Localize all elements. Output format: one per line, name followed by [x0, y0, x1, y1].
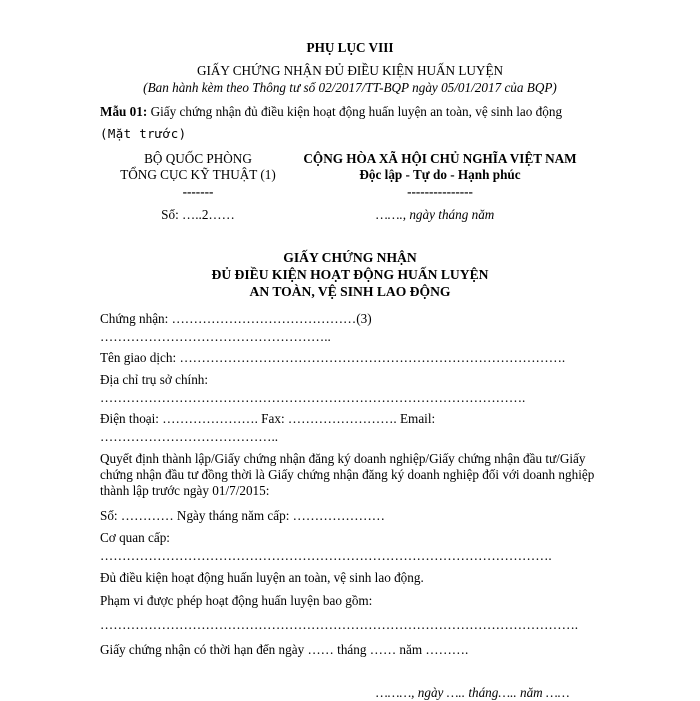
field-qualified: Đủ điều kiện hoạt động huấn luyện an toàn, vệ sinh lao động. [100, 570, 424, 585]
header-left-org1: BỘ QUỐC PHÒNG [144, 151, 252, 166]
document-number: Số: …..2…… [161, 207, 235, 222]
certificate-title-2: ĐỦ ĐIỀU KIỆN HOẠT ĐỘNG HUẤN LUYỆN [211, 267, 489, 282]
field-certify-cont: …………………………………………….. [100, 329, 331, 344]
field-decision-2: chứng nhận đầu tư đồng thời là Giấy chứng nhận đăng ký doanh nghiệp đối với doanh nghiệp [100, 467, 595, 482]
field-scope-label: Phạm vi được phép hoạt động huấn luyện bao gồm: [100, 593, 373, 608]
header-right-nation: CỘNG HÒA XÃ HỘI CHỦ NGHĨA VIỆT NAM [303, 151, 577, 166]
form-side: (Mặt trước) [100, 126, 187, 141]
field-certify: Chứng nhận: ……………………………………(3) [100, 311, 372, 326]
header-left-org2: TỔNG CỤC KỸ THUẬT (1) [120, 167, 276, 182]
appendix-title: GIẤY CHỨNG NHẬN ĐỦ ĐIỀU KIỆN HUẤN LUYỆN [196, 63, 504, 78]
appendix-label: PHỤ LỤC VIII [306, 40, 394, 55]
field-trade-name: Tên giao dịch: ……………………………………………………………………………. [100, 350, 566, 365]
header-right-motto: Độc lập - Tự do - Hạnh phúc [359, 167, 521, 182]
field-scope-dots: ………………………………………………………………………………………………. [100, 617, 579, 632]
header-right-divider: --------------- [407, 184, 473, 199]
form-name: Giấy chứng nhận đủ điều kiện hoạt động huấn luyện an toàn, vệ sinh lao động [147, 104, 563, 119]
field-number-date: Số: ………… Ngày tháng năm cấp: ………………… [100, 508, 385, 523]
appendix-issued-with: (Ban hành kèm theo Thông tư số 02/2017/TT-BQP ngày 05/01/2017 của BQP) [143, 80, 557, 95]
field-address-dots: ……………………………………………………………………………………. [100, 390, 526, 405]
field-decision-1: Quyết định thành lập/Giấy chứng nhận đăng ký doanh nghiệp/Giấy chứng nhận đầu tư/Giấy [100, 451, 586, 466]
header-left-divider: ------- [182, 184, 214, 199]
header-right-date: ……., ngày tháng năm [376, 207, 495, 222]
certificate-title-3: AN TOÀN, VỆ SINH LAO ĐỘNG [249, 284, 451, 299]
field-address-label: Địa chỉ trụ sở chính: [100, 372, 209, 387]
form-heading [100, 104, 562, 120]
certificate-title-1: GIẤY CHỨNG NHẬN [283, 250, 417, 265]
field-phone-fax-email: Điện thoại: …………………. Fax: ……………………. Email: [100, 411, 436, 426]
field-validity: Giấy chứng nhận có thời hạn đến ngày …… tháng …… năm ………. [100, 642, 469, 657]
field-issuer-dots: …………………………………………………………………………………………. [100, 548, 552, 563]
field-email-cont: ………………………………….. [100, 429, 279, 444]
field-sign-date: ………, ngày ….. tháng….. năm …… [376, 685, 570, 700]
field-decision-3: thành lập trước ngày 01/7/2015: [100, 483, 270, 498]
form-code: Mẫu 01: [100, 104, 148, 119]
field-issuer-label: Cơ quan cấp: [100, 530, 170, 545]
